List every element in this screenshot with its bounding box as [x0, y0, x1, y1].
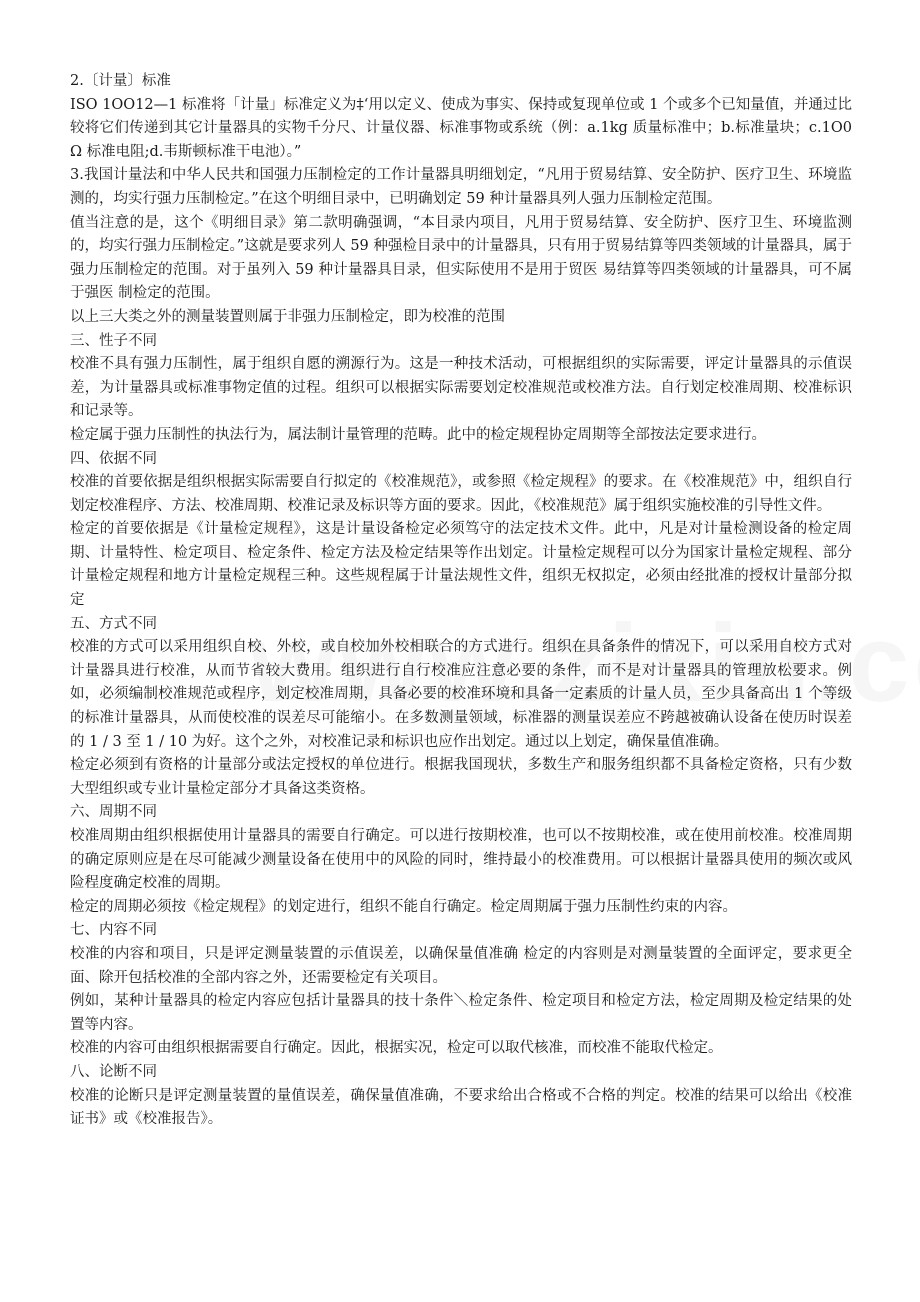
section-heading-content: 七、内容不同 — [70, 922, 157, 939]
paragraph: 校准周期由组织根据使用计量器具的需要自行确定。可以进行按期校准，也可以不按期校准，或在使用前校准。校准周期的确定原则应是在尽可能减少测量设备在使用中的风险的同时，维持最小的校准费用。可以根据计量器具使用的频次或风险程度确定校准的周期。 — [70, 828, 852, 892]
paragraph: 检定的周期必须按《检定规程》的划定进行，组织不能自行确定。检定周期属于强力压制性约束的内容。 — [70, 898, 737, 915]
document-body — [70, 70, 852, 1132]
paragraph: 检定必须到有资格的计量部分或法定授权的单位进行。根据我国现状，多数生产和服务组织都不具备检定资格，只有少数大型组织或专业计量检定部分才具备这类资格。 — [70, 757, 852, 797]
section-heading-period: 六、周期不同 — [70, 804, 157, 821]
paragraph: 校准的论断只是评定测量装置的量值误差，确保量值准确，不要求给出合格或不合格的判定。校准的结果可以给出《校准证书》或《校准报告》。 — [70, 1087, 852, 1128]
section-heading-nature: 三、性子不同 — [70, 332, 157, 349]
section-heading-conclusion: 八、论断不同 — [70, 1063, 157, 1080]
paragraph: 以上三大类之外的测量装置则属于非强力压制检定，即为校准的范围 — [70, 308, 505, 325]
paragraph: 校准的方式可以采用组织自校、外校，或自校加外校相联合的方式进行。组织在具备条件的情况下，可以采用自校方式对计量器具进行校准，从而节省较大费用。组织进行自行校准应注意必要的条件，而不是对计量器具的管理放松要求。例如，必须编制校准规范或程序，划定校准周期，具备必要的校准环境和具备一定素质的计量人员，至少具备高出 1 个等级的标准计量器具，从而使校准的误差尽可能缩小。在多数测量领域，标准器的测量误差应不跨越被确认设备在使历时误差的 1 / 3 至 1 / 10 为好。这个之外，对校准记录和标识也应作出划定。通过以上划定，确保量值准确。 — [70, 639, 852, 750]
paragraph: 值当注意的是，这个《明细目录》第二款明确强调，“本目录内项目，凡用于贸易结算、安全防护、医疗卫生、环境监测的，均实行强力压制检定。”这就是要求列人 59 种强检目录中的计量器具，只有用于贸易结算等四类领域的计量器具，属于强力压制检定的范围。对于虽列入 59 种计量器具目录，但实际使用不是用于贸医 易结算等四类领域的计量器具，可不属于强医 制检定的范围。 — [70, 214, 852, 302]
paragraph: ISO 1OO12—1 标准将「计量」标准定义为‡‘用以定义、使成为事实、保持或复现单位或 1 个或多个已知量值，并通过比较将它们传递到其它计量器具的实物千分尺、计量仪器、标准事物或系统（例：a.1kg 质量标准中；b.标准量块；c.1O0 Ω 标准电阻;d.韦斯顿标准干电池）。” — [70, 96, 852, 160]
paragraph: 校准的内容和项目，只是评定测量装置的示值误差，以确保量值准确 检定的内容则是对测量装置的全面评定，要求更全面、除开包括校准的全部内容之外，还需要检定有关项目。 — [70, 945, 852, 986]
paragraph: 检定属于强力压制性的执法行为，属法制计量管理的范畴。此中的检定规程协定周期等全部按法定要求进行。 — [70, 426, 766, 443]
paragraph: 3.我国计量法和中华人民共和国强力压制检定的工作计量器具明细划定，“凡用于贸易结算、安全防护、医疗卫生、环境监测的，均实行强力压制检定。”在这个明细目录中，已明确划定 59 种计量器具列人强力压制检定范围。 — [70, 167, 852, 207]
paragraph: 校准的内容可由组织根据需要自行确定。因此，根据实况，检定可以取代核准，而校准不能取代检定。 — [70, 1040, 723, 1057]
paragraph: 校准的首要依据是组织根据实际需要自行拟定的《校准规范》，或参照《检定规程》的要求。在《校准规范》中，组织自行划定校准程序、方法、校准周期、校准记录及标识等方面的要求。因此，《校准规范》属于组织实施校准的引导性文件。 — [70, 474, 852, 514]
paragraph: 检定的首要依据是《计量检定规程》，这是计量设备检定必须笃守的法定技术文件。此中，凡是对计量检测设备的检定周期、计量特性、检定项目、检定条件、检定方法及检定结果等作出划定。计量检定规程可以分为国家计量检定规程、部分计量检定规程和地方计量检定规程三种。这些规程属于计量法规性文件，组织无权拟定，必须由经批准的授权计量部分拟定 — [70, 521, 852, 609]
section-heading-basis: 四、依据不同 — [70, 450, 157, 467]
paragraph: 例如，某种计量器具的检定内容应包括计量器具的技十条件＼检定条件、检定项目和检定方法，检定周期及检定结果的处置等内容。 — [70, 993, 852, 1033]
paragraph: 校准不具有强力压制性，属于组织自愿的溯源行为。这是一种技术活动，可根据组织的实际需要，评定计量器具的示值误差，为计量器具或标准事物定值的过程。组织可以根据实际需要划定校准规范或校准方法。自行划定校准周期、校准标识和记录等。 — [70, 356, 852, 420]
section-heading-method: 五、方式不同 — [70, 615, 157, 632]
section-heading-standard: 2.〔计量〕标准 — [70, 73, 171, 89]
